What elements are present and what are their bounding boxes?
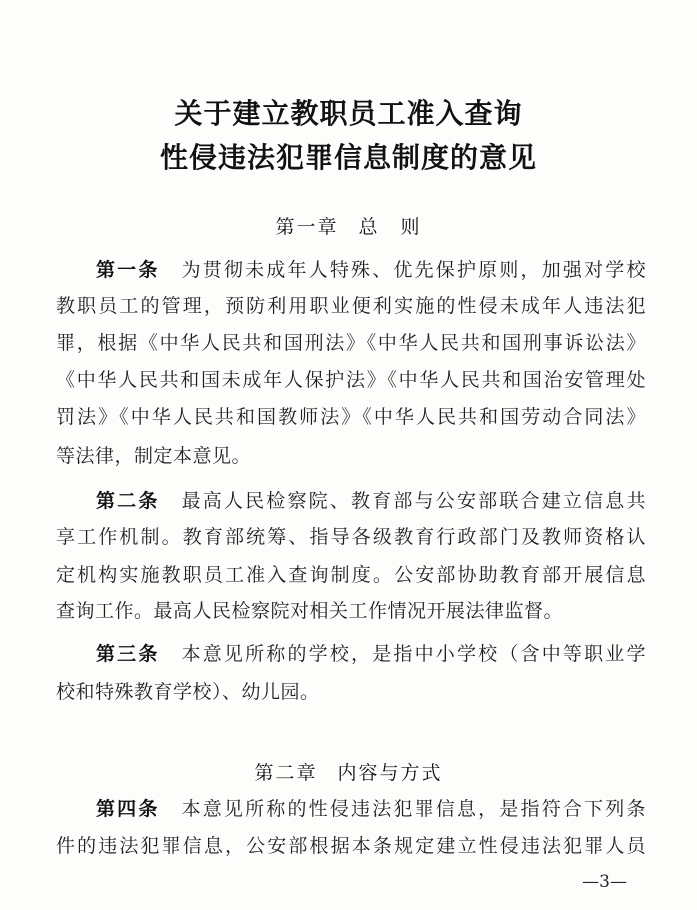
article-label: 第一条 xyxy=(96,259,160,281)
chapter-heading-2 xyxy=(0,758,697,785)
article-text: 最高人民检察院、教育部与公安部联合建立信息共 xyxy=(181,490,646,512)
page-number: —3— xyxy=(582,872,627,892)
article-2-line-2: 享工作机制。教育部统筹、指导各级教育行政部门及教师资格认 xyxy=(56,526,646,548)
article-1-line-3: 罪，根据《中华人民共和国刑法》《中华人民共和国刑事诉讼法》 xyxy=(56,332,646,354)
article-4-line-2: 件的违法犯罪信息，公安部根据本条规定建立性侵违法犯罪人员 xyxy=(56,835,646,857)
article-text: 本意见所称的学校，是指中小学校（含中等职业学 xyxy=(181,643,646,665)
article-text: 为贯彻未成年人特殊、优先保护原则，加强对学校 xyxy=(181,259,646,281)
document-title-line-2: 性侵违法犯罪信息制度的意见 xyxy=(159,141,537,174)
article-4-line-1 xyxy=(96,797,646,821)
article-label: 第四条 xyxy=(96,798,160,820)
article-1-line-6: 等法律，制定本意见。 xyxy=(56,445,252,467)
chapter-number: 第二章 xyxy=(254,762,318,784)
article-label: 第三条 xyxy=(96,643,160,665)
chapter-name: 总 则 xyxy=(358,216,422,238)
document-title-line-1: 关于建立教职员工准入查询 xyxy=(174,97,523,130)
article-3-line-1 xyxy=(96,642,646,666)
article-text: 本意见所称的性侵违法犯罪信息，是指符合下列条 xyxy=(181,798,646,820)
chapter-name: 内容与方式 xyxy=(337,762,443,784)
article-label: 第二条 xyxy=(96,490,160,512)
article-3-line-2: 校和特殊教育学校）、幼儿园。 xyxy=(56,681,320,703)
chapter-heading-1 xyxy=(0,212,697,239)
article-1-line-2: 教职员工的管理，预防利用职业便利实施的性侵未成年人违法犯 xyxy=(56,295,646,317)
article-2-line-1 xyxy=(96,489,646,513)
article-1-line-1 xyxy=(96,258,646,282)
article-1-line-4: 《中华人民共和国未成年人保护法》《中华人民共和国治安管理处 xyxy=(56,369,646,391)
article-1-line-5: 罚法》《中华人民共和国教师法》《中华人民共和国劳动合同法》 xyxy=(56,406,646,428)
article-2-line-3: 定机构实施教职员工准入查询制度。公安部协助教育部开展信息 xyxy=(56,564,646,586)
article-2-line-4: 查询工作。最高人民检察院对相关工作情况开展法律监督。 xyxy=(56,600,564,622)
chapter-number: 第一章 xyxy=(275,216,339,238)
